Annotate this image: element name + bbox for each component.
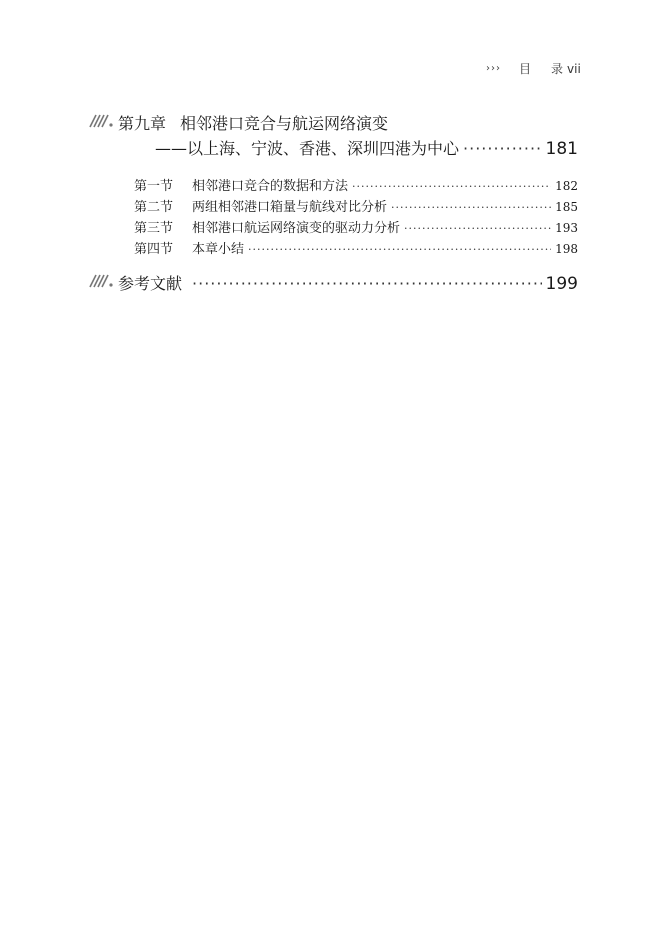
chapter-slash-mark-icon	[88, 114, 114, 128]
leader-dots	[192, 274, 542, 293]
references-slash-mark-icon	[88, 274, 114, 288]
header-word-lu: 录	[551, 62, 564, 76]
references-title: 参考文献	[118, 274, 183, 293]
toc-section-4[interactable]	[134, 238, 578, 257]
running-header	[486, 60, 581, 77]
chapter-subtitle-row[interactable]	[155, 136, 578, 159]
section-title: 本章小结	[192, 242, 245, 257]
section-label: 第三节	[134, 221, 174, 236]
section-page-number: 198	[555, 242, 578, 256]
toc-references[interactable]	[118, 271, 578, 294]
section-page-number: 193	[555, 221, 578, 235]
toc-section-2[interactable]	[134, 196, 578, 215]
section-title: 相邻港口航运网络演变的驱动力分析	[192, 221, 401, 236]
section-title: 相邻港口竞合的数据和方法	[192, 179, 349, 194]
section-label: 第四节	[134, 242, 174, 257]
chapter-subtitle: ——以上海、宁波、香港、深圳四港为中心	[155, 139, 460, 158]
references-page-number: 199	[545, 274, 578, 294]
section-page-number: 182	[555, 179, 578, 193]
leader-dots	[463, 139, 542, 158]
section-label: 第一节	[134, 179, 174, 194]
toc-section-3[interactable]	[134, 217, 578, 236]
chapter-heading[interactable]	[118, 111, 388, 134]
chapter-page-number: 181	[545, 139, 578, 159]
chapter-label: 第九章	[118, 114, 167, 133]
header-page-number: vii	[567, 61, 581, 76]
leader-dots	[391, 201, 551, 214]
leader-dots	[248, 243, 551, 256]
header-word-mu: 目	[519, 62, 532, 76]
toc-section-1[interactable]	[134, 175, 578, 194]
leader-dots	[404, 222, 551, 235]
section-page-number: 185	[555, 200, 578, 214]
section-title: 两组相邻港口箱量与航线对比分析	[192, 200, 388, 215]
section-label: 第二节	[134, 200, 174, 215]
header-arrows: ›››	[486, 63, 501, 74]
chapter-title: 相邻港口竞合与航运网络演变	[180, 114, 389, 133]
leader-dots	[352, 180, 551, 193]
